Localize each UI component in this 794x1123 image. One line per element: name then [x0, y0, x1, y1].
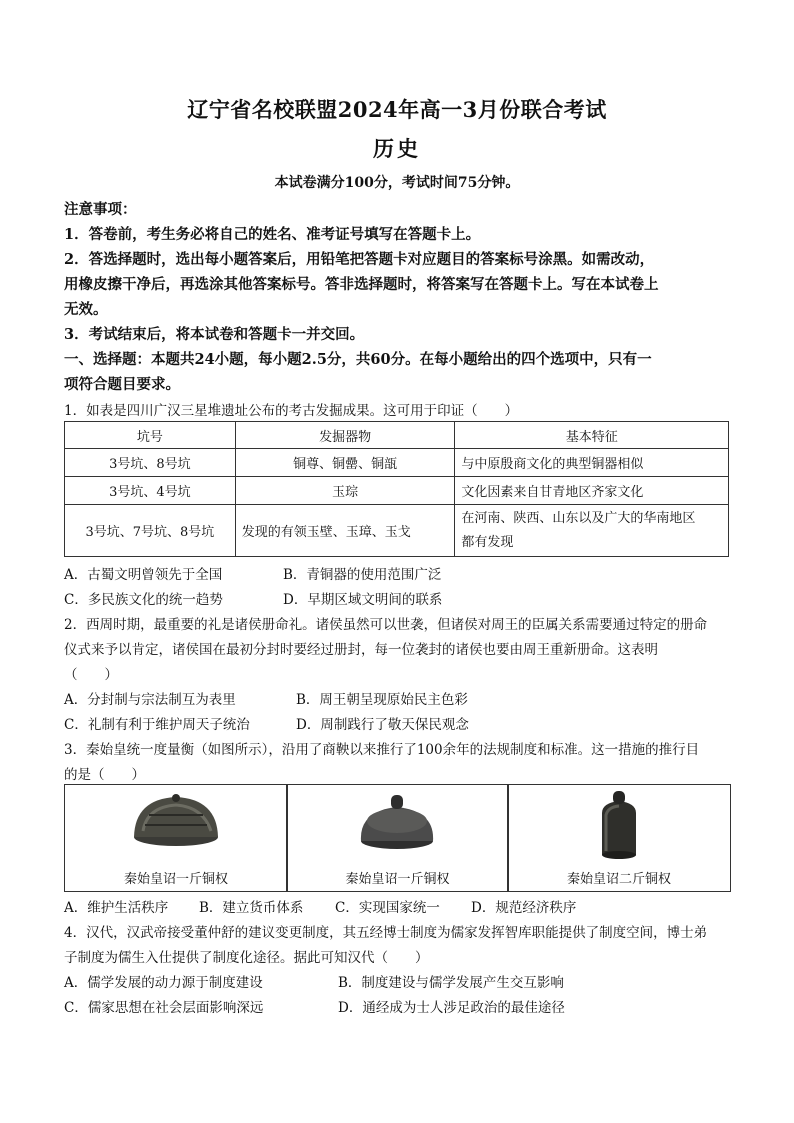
table-cell-line: 都有发现 [461, 534, 514, 550]
q3-stem: 3．秦始皇统一度量衡（如图所示），沿用了商鞅以来推行了100余年的法规制度和标准。这一措施的推行目 [64, 742, 700, 758]
image-caption: 秦始皇诏二斤铜权 [566, 872, 671, 887]
table-cell: 与中原殷商文化的典型铜器相似 [455, 449, 729, 477]
q3-option-d: D．规范经济秩序 [471, 900, 577, 916]
q2-option-a: A．分封制与宗法制互为表里 [64, 692, 236, 708]
q2-option-d: D．周制践行了敬天保民观念 [296, 717, 469, 733]
q4-option-c: C．儒家思想在社会层面影响深远 [64, 1000, 264, 1016]
table-header-row [65, 422, 729, 449]
q1-stem: 1．如表是四川广汉三星堆遗址公布的考古发掘成果。这可用于印证（ ） [64, 403, 519, 419]
q3-option-a: A．维护生活秩序 [64, 900, 169, 916]
image-panel [64, 784, 288, 892]
image-panel [286, 784, 509, 892]
table-cell-line: 在河南、陕西、山东以及广大的华南地区 [461, 510, 696, 526]
q4-option-a: A．儒学发展的动力源于制度建设 [64, 975, 263, 991]
section-heading: 一、选择题：本题共24小题，每小题2.5分，共60分。在每小题给出的四个选项中，只有一 [64, 351, 652, 368]
table-cell: 3号坑、8号坑 [65, 449, 236, 477]
table-header-cell: 发掘器物 [235, 422, 455, 449]
table-row [65, 477, 729, 505]
q4-option-d: D．通经成为士人涉足政治的最佳途径 [338, 1000, 565, 1016]
q3-option-b: B．建立货币体系 [199, 900, 304, 916]
q3-stem: 的是（ ） [64, 767, 145, 783]
q2-stem: 仪式来予以肯定，诸侯国在最初分封时要经过册封，每一位袭封的诸侯也要由周王重新册命。这表明 [64, 642, 658, 658]
table-cell [455, 505, 729, 557]
q2-stem: 2．西周时期，最重要的礼是诸侯册命礼。诸侯虽然可以世袭，但诸侯对周王的臣属关系需要通过特定的册命 [64, 617, 708, 633]
q4-stem: 子制度为儒生入仕提供了制度化途径。据此可知汉代（ ） [64, 950, 429, 966]
table-cell: 3号坑、4号坑 [65, 477, 236, 505]
table-cell: 文化因素来自甘青地区齐家文化 [455, 477, 729, 505]
q1-option-b: B．青铜器的使用范围广泛 [283, 567, 442, 583]
table-cell: 铜尊、铜罍、铜瓿 [235, 449, 455, 477]
bronze-weight-image [65, 785, 287, 865]
q2-stem: （ ） [64, 667, 118, 683]
image-panel [507, 784, 731, 892]
q1-option-c: C．多民族文化的统一趋势 [64, 592, 223, 608]
table-cell: 3号坑、7号坑、8号坑 [65, 505, 236, 557]
q3-option-c: C．实现国家统一 [335, 900, 440, 916]
bronze-weight-image [287, 785, 508, 865]
note-item: 1．答卷前，考生务必将自己的姓名、准考证号填写在答题卡上。 [64, 226, 481, 243]
q1-option-a: A．古蜀文明曾领先于全国 [64, 567, 223, 583]
q2-option-b: B．周王朝呈现原始民主色彩 [296, 692, 468, 708]
note-item: 2．答选择题时，选出每小题答案后，用铅笔把答题卡对应题目的答案标号涂黑。如需改动， [64, 251, 655, 268]
note-item: 用橡皮擦干净后，再选涂其他答案标号。答非选择题时，将答案写在答题卡上。写在本试卷上 [64, 276, 659, 293]
notes-heading: 注意事项： [64, 201, 137, 218]
image-caption: 秦始皇诏一斤铜权 [123, 872, 228, 887]
note-item: 3．考试结束后，将本试卷和答题卡一并交回。 [64, 326, 365, 343]
q1-option-d: D．早期区域文明间的联系 [283, 592, 443, 608]
exam-info: 本试卷满分100分，考试时间75分钟。 [274, 175, 520, 191]
q4-stem: 4．汉代，汉武帝接受董仲舒的建议变更制度，其五经博士制度为儒家发挥智库职能提供了制度空间，博士弟 [64, 925, 708, 941]
table-header-cell: 坑号 [65, 422, 236, 449]
exam-title: 辽宁省名校联盟2024年高一3月份联合考试 [187, 97, 607, 122]
table-cell: 玉琮 [235, 477, 455, 505]
subject-title: 历史 [373, 136, 421, 161]
table-row [65, 449, 729, 477]
q2-option-c: C．礼制有利于维护周天子统治 [64, 717, 250, 733]
bronze-weight-image [508, 785, 730, 865]
table-cell: 发现的有领玉壁、玉璋、玉戈 [235, 505, 455, 557]
image-caption: 秦始皇诏一斤铜权 [345, 872, 450, 887]
section-heading: 项符合题目要求。 [64, 376, 180, 393]
q1-table [64, 421, 729, 557]
note-item: 无效。 [64, 301, 108, 318]
table-header-cell: 基本特征 [455, 422, 729, 449]
q4-option-b: B．制度建设与儒学发展产生交互影响 [338, 975, 564, 991]
table-row [65, 505, 729, 557]
